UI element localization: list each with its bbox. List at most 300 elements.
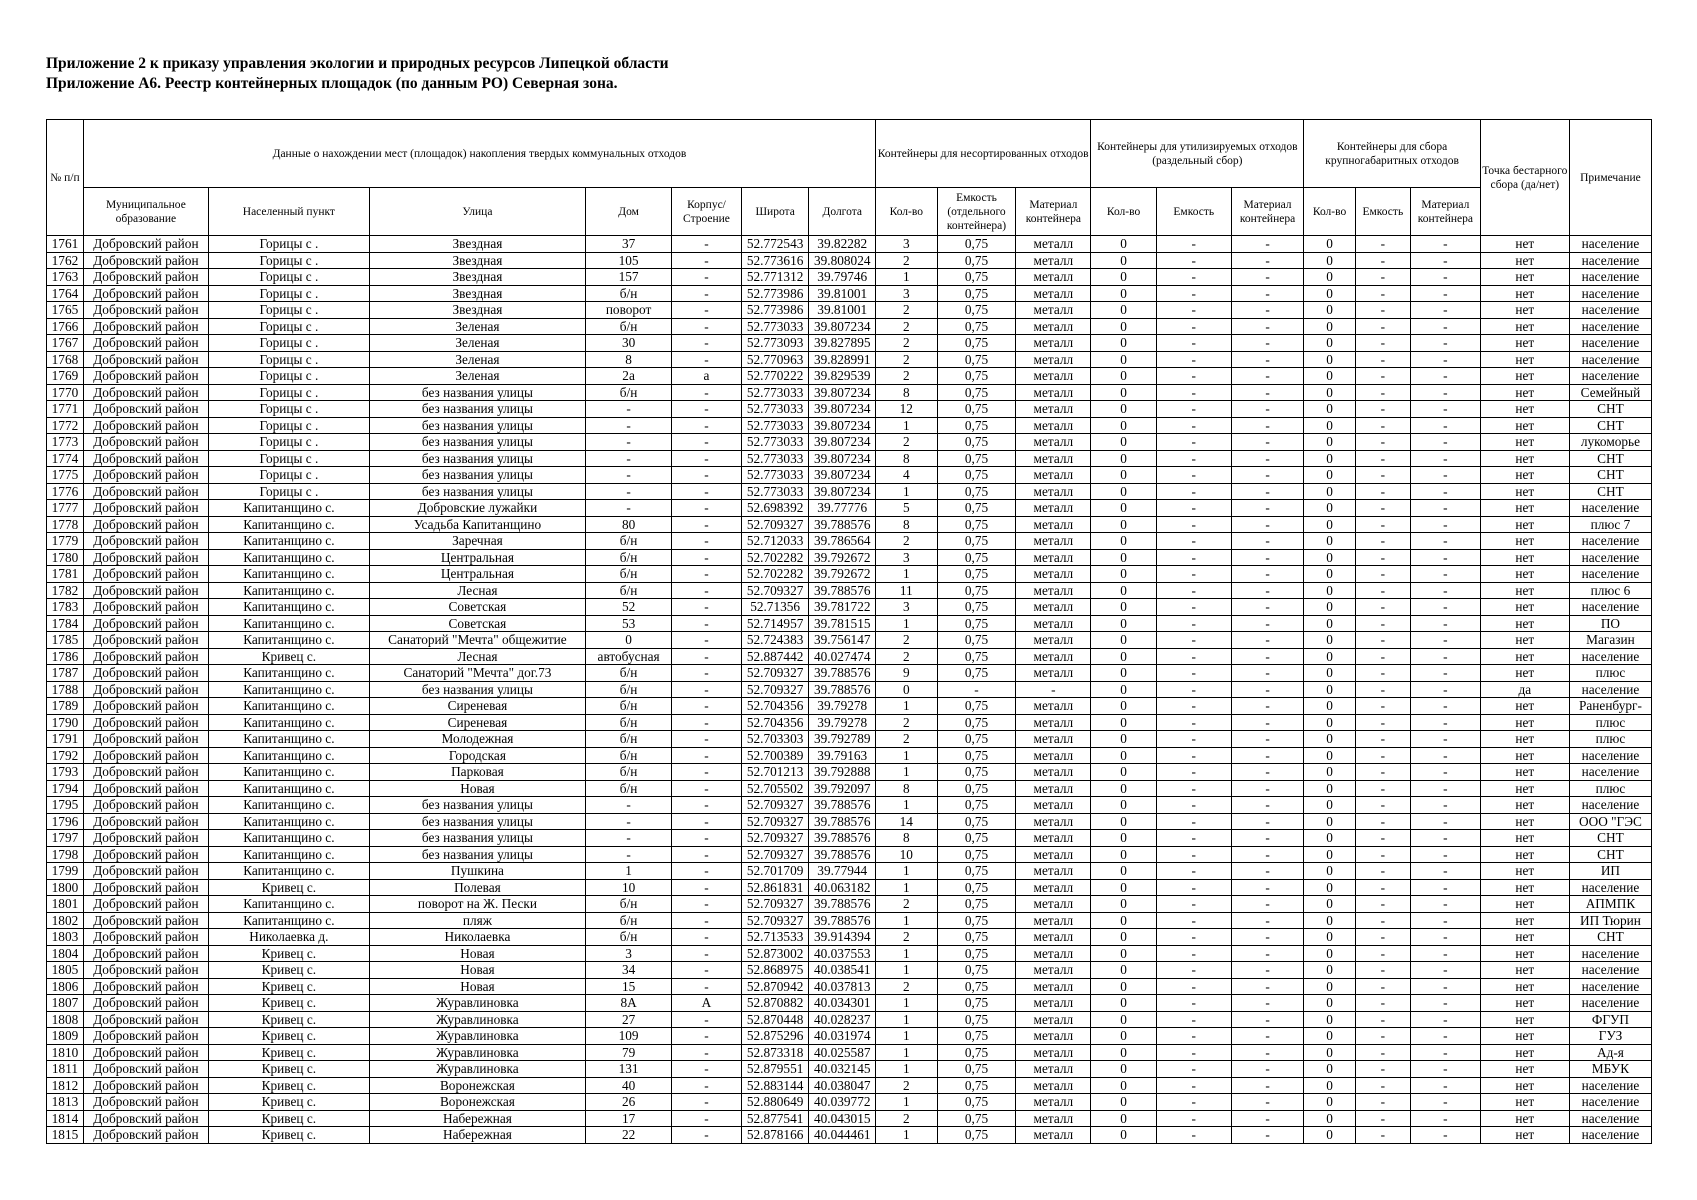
cell-building: - [672, 599, 742, 616]
cell-recyclable-capacity: - [1156, 335, 1231, 352]
cell-free-point: нет [1480, 945, 1569, 962]
cell-unsorted-capacity: 0,75 [937, 252, 1016, 269]
cell-municipality: Добровский район [83, 813, 208, 830]
cell-house: 2а [586, 368, 672, 385]
cell-municipality: Добровский район [83, 318, 208, 335]
cell-building: - [672, 813, 742, 830]
cell-recyclable-material: - [1231, 351, 1304, 368]
cell-street: поворот на Ж. Пески [369, 896, 585, 913]
cell-recyclable-count: 0 [1091, 879, 1157, 896]
table-row [47, 599, 1652, 616]
cell-street: Советская [369, 599, 585, 616]
cell-bulky-material: - [1411, 302, 1481, 319]
cell-unsorted-material: металл [1016, 599, 1091, 616]
cell-recyclable-capacity: - [1156, 747, 1231, 764]
table-row [47, 351, 1652, 368]
cell-street: Звездная [369, 269, 585, 286]
cell-free-point: нет [1480, 401, 1569, 418]
cell-unsorted-material: металл [1016, 1110, 1091, 1127]
cell-house: б/н [586, 318, 672, 335]
cell-unsorted-count: 2 [876, 252, 937, 269]
cell-longitude: 40.025587 [809, 1044, 876, 1061]
cell-settlement: Горицы с . [208, 368, 369, 385]
table-row [47, 929, 1652, 946]
cell-bulky-material: - [1411, 450, 1481, 467]
cell-street: Николаевка [369, 929, 585, 946]
cell-number: 1809 [47, 1028, 84, 1045]
cell-house: б/н [586, 698, 672, 715]
cell-latitude: 52.709327 [741, 516, 809, 533]
cell-municipality: Добровский район [83, 533, 208, 550]
cell-number: 1775 [47, 467, 84, 484]
cell-bulky-capacity: - [1355, 995, 1410, 1012]
table-row [47, 714, 1652, 731]
cell-unsorted-material: металл [1016, 797, 1091, 814]
cell-municipality: Добровский район [83, 615, 208, 632]
cell-house: б/н [586, 549, 672, 566]
cell-recyclable-material: - [1231, 1127, 1304, 1144]
cell-bulky-material: - [1411, 351, 1481, 368]
header-settlement: Населенный пункт [208, 188, 369, 236]
cell-unsorted-material: металл [1016, 236, 1091, 253]
cell-bulky-count: 0 [1304, 698, 1355, 715]
cell-note: население [1569, 285, 1651, 302]
cell-settlement: Капитанщино с. [208, 846, 369, 863]
cell-building: - [672, 615, 742, 632]
cell-municipality: Добровский район [83, 582, 208, 599]
cell-bulky-count: 0 [1304, 747, 1355, 764]
cell-street: без названия улицы [369, 483, 585, 500]
cell-bulky-material: - [1411, 1011, 1481, 1028]
cell-recyclable-capacity: - [1156, 417, 1231, 434]
cell-municipality: Добровский район [83, 731, 208, 748]
cell-unsorted-capacity: 0,75 [937, 929, 1016, 946]
cell-free-point: нет [1480, 1011, 1569, 1028]
header-bulky-material: Материал контейнера [1411, 188, 1481, 236]
cell-unsorted-material: металл [1016, 533, 1091, 550]
cell-recyclable-material: - [1231, 252, 1304, 269]
header-bulky-group: Контейнеры для сбора крупногабаритных отходов [1304, 120, 1480, 188]
cell-longitude: 39.79746 [809, 269, 876, 286]
cell-unsorted-capacity: 0,75 [937, 846, 1016, 863]
cell-unsorted-capacity: 0,75 [937, 368, 1016, 385]
table-row [47, 302, 1652, 319]
cell-recyclable-capacity: - [1156, 681, 1231, 698]
cell-bulky-material: - [1411, 813, 1481, 830]
cell-recyclable-material: - [1231, 813, 1304, 830]
cell-recyclable-material: - [1231, 599, 1304, 616]
cell-unsorted-count: 2 [876, 302, 937, 319]
table-row [47, 335, 1652, 352]
cell-street: Новая [369, 945, 585, 962]
cell-house: 80 [586, 516, 672, 533]
cell-recyclable-material: - [1231, 764, 1304, 781]
cell-bulky-count: 0 [1304, 978, 1355, 995]
cell-house: - [586, 797, 672, 814]
cell-free-point: нет [1480, 483, 1569, 500]
cell-settlement: Капитанщино с. [208, 863, 369, 880]
cell-bulky-count: 0 [1304, 351, 1355, 368]
cell-latitude: 52.773033 [741, 318, 809, 335]
cell-longitude: 39.788576 [809, 681, 876, 698]
cell-building: - [672, 797, 742, 814]
cell-note: плюс 7 [1569, 516, 1651, 533]
cell-recyclable-capacity: - [1156, 995, 1231, 1012]
cell-recyclable-count: 0 [1091, 236, 1157, 253]
cell-free-point: нет [1480, 632, 1569, 649]
cell-street: Новая [369, 780, 585, 797]
cell-free-point: нет [1480, 368, 1569, 385]
cell-longitude: 39.79278 [809, 714, 876, 731]
cell-unsorted-material: металл [1016, 483, 1091, 500]
cell-latitude: 52.704356 [741, 698, 809, 715]
cell-settlement: Горицы с . [208, 351, 369, 368]
cell-free-point: нет [1480, 417, 1569, 434]
cell-recyclable-material: - [1231, 863, 1304, 880]
cell-free-point: нет [1480, 450, 1569, 467]
cell-free-point: нет [1480, 879, 1569, 896]
cell-unsorted-capacity: 0,75 [937, 335, 1016, 352]
cell-bulky-capacity: - [1355, 1077, 1410, 1094]
cell-bulky-count: 0 [1304, 830, 1355, 847]
cell-recyclable-capacity: - [1156, 599, 1231, 616]
cell-unsorted-material: металл [1016, 1044, 1091, 1061]
cell-recyclable-material: - [1231, 533, 1304, 550]
cell-bulky-count: 0 [1304, 566, 1355, 583]
cell-unsorted-capacity: 0,75 [937, 879, 1016, 896]
cell-free-point: нет [1480, 929, 1569, 946]
cell-street: Санаторий "Мечта" общежитие [369, 632, 585, 649]
cell-recyclable-count: 0 [1091, 285, 1157, 302]
cell-street: Советская [369, 615, 585, 632]
cell-recyclable-capacity: - [1156, 549, 1231, 566]
cell-recyclable-material: - [1231, 731, 1304, 748]
cell-number: 1774 [47, 450, 84, 467]
cell-house: 53 [586, 615, 672, 632]
cell-house: 131 [586, 1061, 672, 1078]
cell-note: население [1569, 1094, 1651, 1111]
cell-unsorted-count: 1 [876, 962, 937, 979]
cell-free-point: нет [1480, 615, 1569, 632]
cell-recyclable-capacity: - [1156, 830, 1231, 847]
cell-unsorted-count: 2 [876, 978, 937, 995]
cell-bulky-material: - [1411, 434, 1481, 451]
cell-bulky-material: - [1411, 978, 1481, 995]
cell-note: СНТ [1569, 467, 1651, 484]
table-row [47, 830, 1652, 847]
cell-recyclable-material: - [1231, 483, 1304, 500]
cell-number: 1807 [47, 995, 84, 1012]
cell-unsorted-capacity: 0,75 [937, 1077, 1016, 1094]
cell-recyclable-capacity: - [1156, 318, 1231, 335]
cell-recyclable-count: 0 [1091, 1028, 1157, 1045]
cell-recyclable-material: - [1231, 450, 1304, 467]
cell-number: 1761 [47, 236, 84, 253]
cell-street: Звездная [369, 285, 585, 302]
cell-building: - [672, 929, 742, 946]
cell-recyclable-capacity: - [1156, 1028, 1231, 1045]
cell-building: - [672, 731, 742, 748]
cell-settlement: Капитанщино с. [208, 632, 369, 649]
cell-unsorted-material: металл [1016, 351, 1091, 368]
cell-free-point: нет [1480, 714, 1569, 731]
cell-municipality: Добровский район [83, 549, 208, 566]
cell-note: АПМПК [1569, 896, 1651, 913]
cell-recyclable-count: 0 [1091, 500, 1157, 517]
cell-unsorted-material: металл [1016, 1077, 1091, 1094]
cell-free-point: нет [1480, 467, 1569, 484]
cell-unsorted-count: 9 [876, 665, 937, 682]
cell-bulky-count: 0 [1304, 962, 1355, 979]
cell-longitude: 39.81001 [809, 302, 876, 319]
cell-unsorted-material: металл [1016, 698, 1091, 715]
cell-street: без названия улицы [369, 401, 585, 418]
cell-longitude: 39.781515 [809, 615, 876, 632]
cell-unsorted-capacity: 0,75 [937, 1127, 1016, 1144]
cell-street: Добровские лужайки [369, 500, 585, 517]
table-row [47, 780, 1652, 797]
cell-bulky-capacity: - [1355, 566, 1410, 583]
cell-recyclable-material: - [1231, 665, 1304, 682]
cell-latitude: 52.773986 [741, 302, 809, 319]
cell-unsorted-material: металл [1016, 582, 1091, 599]
cell-note: ФГУП [1569, 1011, 1651, 1028]
cell-recyclable-count: 0 [1091, 846, 1157, 863]
cell-recyclable-capacity: - [1156, 483, 1231, 500]
cell-free-point: нет [1480, 302, 1569, 319]
cell-recyclable-count: 0 [1091, 813, 1157, 830]
cell-unsorted-count: 5 [876, 500, 937, 517]
cell-recyclable-count: 0 [1091, 434, 1157, 451]
cell-municipality: Добровский район [83, 747, 208, 764]
cell-recyclable-material: - [1231, 384, 1304, 401]
cell-street: Центральная [369, 566, 585, 583]
cell-free-point: нет [1480, 698, 1569, 715]
cell-settlement: Кривец с. [208, 648, 369, 665]
cell-house: 8 [586, 351, 672, 368]
cell-bulky-count: 0 [1304, 236, 1355, 253]
header-building: Корпус/ Строение [672, 188, 742, 236]
table-row [47, 962, 1652, 979]
cell-street: Звездная [369, 252, 585, 269]
cell-note: МБУК [1569, 1061, 1651, 1078]
table-row [47, 1011, 1652, 1028]
cell-bulky-count: 0 [1304, 665, 1355, 682]
table-row [47, 417, 1652, 434]
cell-bulky-count: 0 [1304, 731, 1355, 748]
cell-street: Усадьба Капитанщино [369, 516, 585, 533]
cell-bulky-capacity: - [1355, 450, 1410, 467]
cell-house: 0 [586, 632, 672, 649]
cell-bulky-count: 0 [1304, 483, 1355, 500]
cell-bulky-material: - [1411, 615, 1481, 632]
cell-longitude: 40.032145 [809, 1061, 876, 1078]
cell-street: Центральная [369, 549, 585, 566]
cell-bulky-capacity: - [1355, 780, 1410, 797]
cell-unsorted-count: 1 [876, 483, 937, 500]
cell-unsorted-count: 1 [876, 566, 937, 583]
cell-free-point: нет [1480, 846, 1569, 863]
cell-latitude: 52.879551 [741, 1061, 809, 1078]
cell-unsorted-material: металл [1016, 302, 1091, 319]
cell-house: 37 [586, 236, 672, 253]
cell-bulky-capacity: - [1355, 434, 1410, 451]
cell-note: население [1569, 681, 1651, 698]
cell-unsorted-capacity: 0,75 [937, 1061, 1016, 1078]
cell-house: - [586, 500, 672, 517]
cell-latitude: 52.771312 [741, 269, 809, 286]
cell-settlement: Капитанщино с. [208, 615, 369, 632]
cell-recyclable-material: - [1231, 318, 1304, 335]
cell-unsorted-capacity: 0,75 [937, 714, 1016, 731]
cell-bulky-count: 0 [1304, 269, 1355, 286]
table-row [47, 945, 1652, 962]
cell-unsorted-count: 3 [876, 236, 937, 253]
cell-recyclable-material: - [1231, 417, 1304, 434]
cell-bulky-count: 0 [1304, 582, 1355, 599]
cell-bulky-material: - [1411, 335, 1481, 352]
cell-bulky-capacity: - [1355, 929, 1410, 946]
cell-settlement: Кривец с. [208, 1011, 369, 1028]
cell-building: - [672, 252, 742, 269]
document-title: Приложение 2 к приказу управления экологии и природных ресурсов Липецкой области [46, 55, 669, 72]
cell-recyclable-count: 0 [1091, 450, 1157, 467]
cell-house: б/н [586, 566, 672, 583]
cell-latitude: 52.704356 [741, 714, 809, 731]
cell-unsorted-count: 1 [876, 1011, 937, 1028]
cell-free-point: нет [1480, 582, 1569, 599]
cell-longitude: 40.037813 [809, 978, 876, 995]
cell-municipality: Добровский район [83, 995, 208, 1012]
cell-bulky-material: - [1411, 764, 1481, 781]
cell-recyclable-count: 0 [1091, 384, 1157, 401]
cell-unsorted-capacity: 0,75 [937, 615, 1016, 632]
cell-unsorted-material: металл [1016, 269, 1091, 286]
cell-municipality: Добровский район [83, 384, 208, 401]
cell-longitude: 39.807234 [809, 434, 876, 451]
cell-settlement: Капитанщино с. [208, 566, 369, 583]
cell-number: 1797 [47, 830, 84, 847]
cell-latitude: 52.773033 [741, 467, 809, 484]
cell-bulky-material: - [1411, 747, 1481, 764]
cell-recyclable-material: - [1231, 698, 1304, 715]
cell-recyclable-capacity: - [1156, 929, 1231, 946]
cell-bulky-capacity: - [1355, 1094, 1410, 1111]
cell-bulky-count: 0 [1304, 1061, 1355, 1078]
cell-house: 52 [586, 599, 672, 616]
table-row [47, 764, 1652, 781]
cell-free-point: нет [1480, 1028, 1569, 1045]
cell-unsorted-material: металл [1016, 846, 1091, 863]
cell-latitude: 52.709327 [741, 912, 809, 929]
cell-municipality: Добровский район [83, 1094, 208, 1111]
cell-building: - [672, 1044, 742, 1061]
cell-unsorted-count: 1 [876, 269, 937, 286]
cell-building: - [672, 747, 742, 764]
cell-settlement: Капитанщино с. [208, 582, 369, 599]
cell-note: население [1569, 500, 1651, 517]
cell-street: без названия улицы [369, 384, 585, 401]
cell-unsorted-count: 1 [876, 912, 937, 929]
cell-recyclable-material: - [1231, 1044, 1304, 1061]
cell-note: население [1569, 566, 1651, 583]
cell-house: 34 [586, 962, 672, 979]
cell-street: Санаторий "Мечта" дог.73 [369, 665, 585, 682]
table-row [47, 450, 1652, 467]
cell-unsorted-capacity: 0,75 [937, 566, 1016, 583]
cell-unsorted-material: металл [1016, 863, 1091, 880]
cell-house: 26 [586, 1094, 672, 1111]
cell-unsorted-count: 1 [876, 764, 937, 781]
cell-recyclable-count: 0 [1091, 417, 1157, 434]
cell-bulky-capacity: - [1355, 269, 1410, 286]
cell-latitude: 52.868975 [741, 962, 809, 979]
table-row [47, 665, 1652, 682]
cell-longitude: 39.827895 [809, 335, 876, 352]
cell-longitude: 39.807234 [809, 401, 876, 418]
cell-bulky-count: 0 [1304, 813, 1355, 830]
cell-recyclable-material: - [1231, 1094, 1304, 1111]
cell-recyclable-count: 0 [1091, 351, 1157, 368]
cell-bulky-count: 0 [1304, 797, 1355, 814]
cell-free-point: нет [1480, 599, 1569, 616]
cell-free-point: нет [1480, 236, 1569, 253]
cell-building: - [672, 764, 742, 781]
cell-recyclable-capacity: - [1156, 714, 1231, 731]
cell-unsorted-count: 4 [876, 467, 937, 484]
cell-bulky-material: - [1411, 731, 1481, 748]
cell-bulky-capacity: - [1355, 731, 1410, 748]
cell-latitude: 52.773616 [741, 252, 809, 269]
cell-bulky-count: 0 [1304, 863, 1355, 880]
cell-longitude: 39.788576 [809, 582, 876, 599]
cell-bulky-material: - [1411, 1094, 1481, 1111]
cell-building: - [672, 681, 742, 698]
cell-unsorted-count: 2 [876, 632, 937, 649]
cell-bulky-material: - [1411, 549, 1481, 566]
cell-number: 1798 [47, 846, 84, 863]
cell-house: поворот [586, 302, 672, 319]
cell-recyclable-count: 0 [1091, 830, 1157, 847]
cell-building: - [672, 1061, 742, 1078]
header-unsorted-count: Кол-во [876, 188, 937, 236]
cell-unsorted-material: металл [1016, 632, 1091, 649]
cell-house: б/н [586, 747, 672, 764]
cell-unsorted-count: 1 [876, 1044, 937, 1061]
cell-bulky-capacity: - [1355, 285, 1410, 302]
header-recyclable-group: Контейнеры для утилизируемых отходов (раздельный сбор) [1091, 120, 1304, 188]
cell-settlement: Капитанщино с. [208, 896, 369, 913]
cell-note: население [1569, 978, 1651, 995]
cell-unsorted-capacity: 0,75 [937, 483, 1016, 500]
cell-free-point: нет [1480, 962, 1569, 979]
cell-note: население [1569, 533, 1651, 550]
cell-unsorted-count: 11 [876, 582, 937, 599]
table-row [47, 615, 1652, 632]
cell-settlement: Горицы с . [208, 434, 369, 451]
cell-recyclable-count: 0 [1091, 401, 1157, 418]
cell-street: Журавлиновка [369, 1028, 585, 1045]
cell-latitude: 52.870942 [741, 978, 809, 995]
table-row [47, 632, 1652, 649]
cell-street: без названия улицы [369, 417, 585, 434]
cell-number: 1766 [47, 318, 84, 335]
cell-note: население [1569, 252, 1651, 269]
cell-settlement: Горицы с . [208, 417, 369, 434]
cell-recyclable-count: 0 [1091, 467, 1157, 484]
cell-unsorted-capacity: 0,75 [937, 780, 1016, 797]
cell-bulky-material: - [1411, 681, 1481, 698]
